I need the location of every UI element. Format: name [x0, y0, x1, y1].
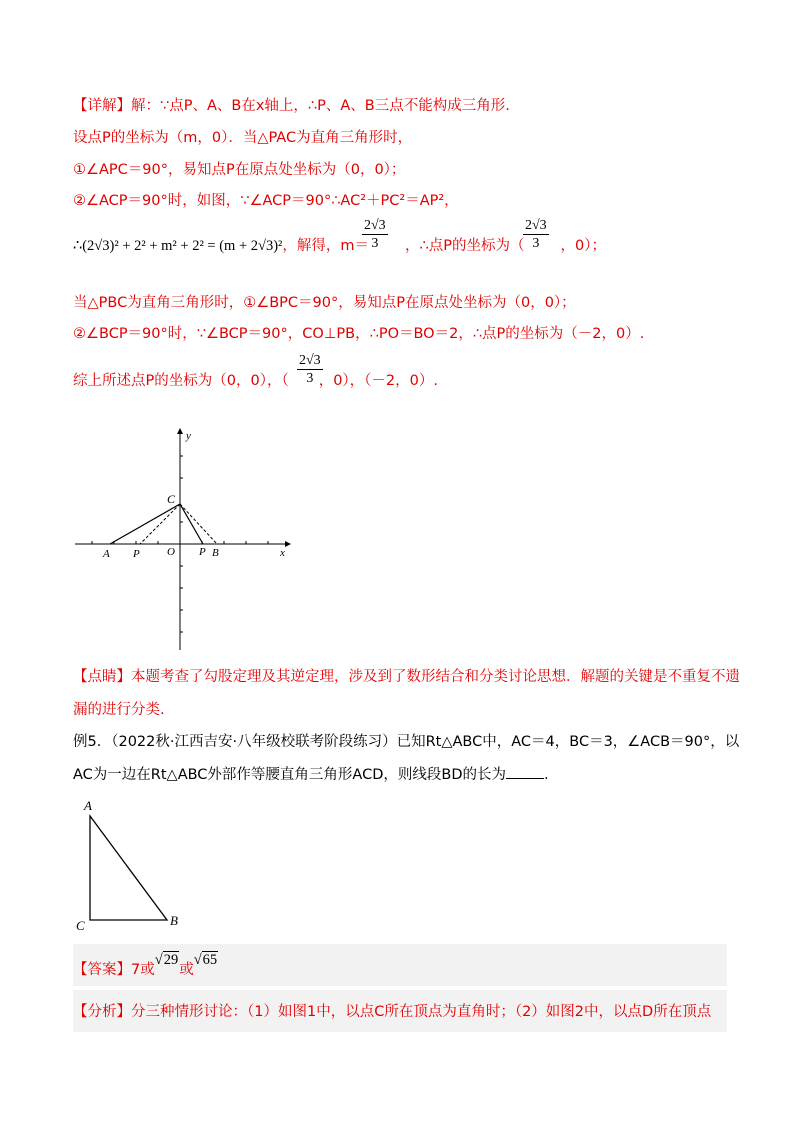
fraction-p-num: 2√3: [525, 218, 547, 233]
fraction-m-den: 3: [371, 236, 379, 251]
fraction-summary: [297, 352, 323, 387]
detail-label: 【详解】: [73, 98, 131, 114]
example-end: .: [544, 767, 549, 783]
comment-label: 【点睛】: [73, 669, 131, 685]
label-P2: P: [199, 546, 206, 558]
label-B: B: [212, 547, 219, 559]
analysis-text: 分三种情形讨论：（1）如图1中，以点C所在顶点为直角时；（2）如图2中，以点D所在顶点: [131, 1004, 712, 1020]
equation: ∴(2√3)² + 2² + m² + 2² = (m + 2√3)²: [73, 238, 283, 254]
label-C2: C: [76, 918, 85, 933]
detail-line-4: ②∠ACP＝90°时，如图，∵∠ACP＝90°∴AC²＋PC²＝AP²，: [73, 193, 459, 209]
sqrt-29-radicand: 29: [163, 952, 179, 968]
detail-line-1: [73, 96, 510, 116]
detail-line-2: 设点P的坐标为（m，0）．当△PAC为直角三角形时，: [73, 130, 413, 146]
fraction-p: [523, 217, 549, 252]
figure-right-triangle: [72, 798, 192, 933]
label-y: y: [186, 430, 191, 442]
answer-line: [73, 952, 218, 980]
detail-text-1: 解：∵点P、A、B在x轴上，∴P、A、B三点不能构成三角形.: [131, 98, 510, 114]
summary-a: 综上所述点P的坐标为（0，0），（: [73, 373, 289, 389]
label-A: A: [103, 548, 110, 560]
segment-CB: [180, 504, 217, 544]
figure-coordinate-diagram: [70, 425, 300, 655]
answer-or: 或: [179, 962, 194, 978]
sqrt-65-radicand: 65: [202, 952, 218, 968]
triangle-ABC: [90, 816, 167, 920]
detail-line-6: 当△PBC为直角三角形时，①∠BPC＝90°，易知点P在原点处坐标为（0，0）；: [73, 295, 576, 311]
label-x: x: [280, 547, 285, 559]
label-C: C: [167, 492, 176, 506]
answer-blank: [506, 764, 544, 779]
label-B2: B: [170, 913, 178, 928]
label-P1: P: [133, 548, 140, 560]
answer-label: 【答案】: [73, 962, 131, 978]
comment-line-1: [73, 667, 740, 687]
fraction-m: [362, 217, 388, 252]
comment-line-2: 漏的进行分类.: [73, 702, 165, 718]
label-A2: A: [84, 798, 92, 813]
analysis-line: [73, 1002, 711, 1022]
example-line-1: 例5．（2022秋·江西吉安·八年级校联考阶段练习）已知Rt△ABC中，AC＝4，BC＝3，∠ACB＝90°，以: [73, 734, 740, 750]
sqrt-29: √29: [154, 952, 179, 968]
fraction-p-den: 3: [532, 236, 540, 251]
example-line-2: [73, 764, 549, 785]
segment-AC: [110, 504, 180, 544]
fraction-summary-num: 2√3: [299, 353, 321, 368]
solve-text: ，解得，m＝: [282, 238, 370, 254]
example-text-2: AC为一边在Rt△ABC外部作等腰直角三角形ACD，则线段BD的长为: [73, 767, 507, 783]
detail-line-3: ①∠APC＝90°，易知点P在原点处坐标为（0，0）；: [73, 162, 406, 178]
segment-CP2: [180, 504, 203, 544]
y-axis-arrow: [177, 428, 183, 434]
summary-b: ，0），（－2，0）.: [318, 373, 438, 389]
point-of-text: ，∴点P的坐标为（: [405, 238, 525, 254]
fraction-summary-den: 3: [306, 371, 314, 386]
fraction-m-num: 2√3: [364, 218, 386, 233]
sqrt-65: √65: [193, 952, 218, 968]
x-axis-arrow: [285, 541, 291, 547]
comment-text-1: 本题考查了勾股定理及其逆定理，涉及到了数形结合和分类讨论思想．解题的关键是不重复不遗: [131, 669, 740, 685]
detail-line-7: ②∠BCP＝90°时，∵∠BCP＝90°，CO⊥PB，∴PO＝BO＝2，∴点P的坐标为（－2，0）.: [73, 326, 645, 342]
analysis-label: 【分析】: [73, 1004, 131, 1020]
label-O: O: [167, 546, 175, 558]
answer-text-a: 7或: [131, 962, 155, 978]
coord-tail: ，0）；: [560, 238, 606, 254]
detail-summary: [73, 371, 438, 391]
